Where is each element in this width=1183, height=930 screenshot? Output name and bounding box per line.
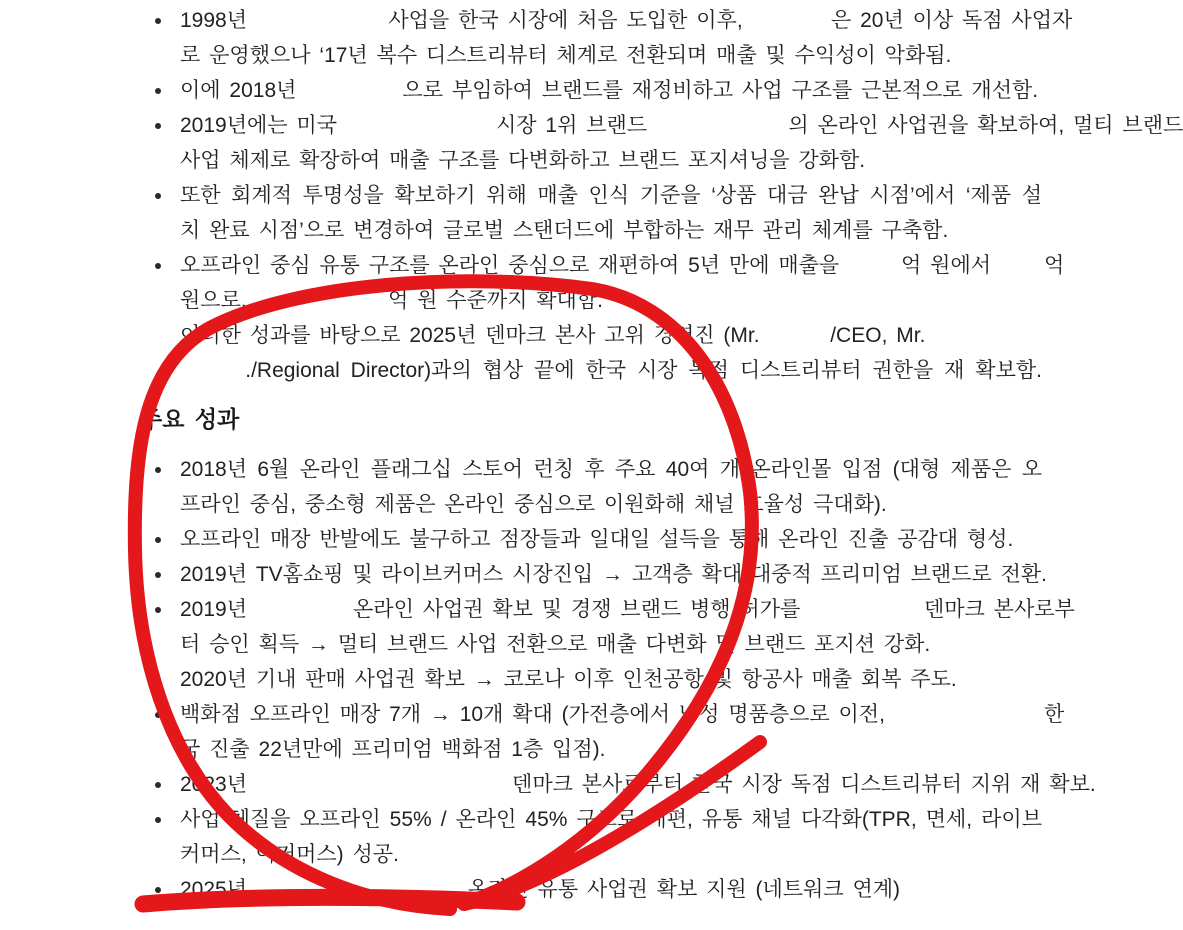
continuation-line: 커머스, 이커머스) 성공. (180, 843, 399, 866)
bullet-line: 2020년 기내 판매 사업권 확보 → 코로나 이후 인천공항 및 항공사 매출 회복 주도. (180, 662, 1042, 697)
continuation-line: 사업 체제로 확장하여 매출 구조를 다변화하고 브랜드 포지셔닝을 강화함. (180, 149, 866, 172)
continuation-line: 터 승인 획득 → 멀티 브랜드 사업 전환으로 매출 다변화 및 브랜드 포지션 강화. (180, 633, 931, 656)
bullet-line: 사업 체질을 오프라인 55% / 온라인 45% 구조로 개편, 유통 채널 다각화(TPR, 면세, 라이브 (180, 802, 1042, 837)
bullet-line: 2023년 덴마크 본사로부터 한국 시장 독점 디스트리뷰터 지위 재 확보. (180, 767, 1042, 802)
continuation-line: 국 진출 22년만에 프리미엄 백화점 1층 입점). (180, 738, 606, 761)
continuation-line: 프라인 중심, 중소형 제품은 온라인 중심으로 이원화해 채널 효율성 극대화). (180, 493, 887, 516)
bullet-line: 오프라인 중심 유통 구조를 온라인 중심으로 재편하여 5년 만에 매출을 억 원에서 억 (180, 248, 1042, 283)
continuation-line: ./Regional Director)과의 협상 끝에 한국 시장 독점 디스트리뷰터 권한을 재 확보함. (180, 359, 1042, 382)
bullet-line: 2019년 온라인 사업권 확보 및 경쟁 브랜드 병행 허가를 덴마크 본사로부 (180, 592, 1042, 627)
bullet-line: 또한 회계적 투명성을 확보하기 위해 매출 인식 기준을 ‘상품 대금 완납 시점’에서 ‘제품 설 (180, 178, 1042, 213)
bullet-line: 백화점 오프라인 매장 7개 → 10개 확대 (가전층에서 남성 명품층으로 이전, 한 (180, 697, 1042, 732)
bullet-line: 이에 2018년 으로 부임하여 브랜드를 재정비하고 사업 구조를 근본적으로 개선함. (180, 73, 1042, 108)
bullet-line: 2019년 TV홈쇼핑 및 라이브커머스 시장진입 → 고객층 확대 대중적 프리미엄 브랜드로 전환. (180, 557, 1042, 592)
achievements-section (180, 452, 1096, 907)
continuation-line: 원으로, 억 원 수준까지 확대함. (180, 289, 603, 312)
bullet-line: 2019년에는 미국 시장 1위 브랜드 의 온라인 사업권을 확보하여, 멀티 브랜드 (180, 108, 1042, 143)
bullet-line: 2025년 온라인 유통 사업권 확보 지원 (네트워크 연계) (180, 872, 1042, 907)
section-heading: 주요 성과 (140, 406, 240, 432)
bullet-line: 2018년 6월 온라인 플래그십 스토어 런칭 후 주요 40여 개 온라인몰 입점 (대형 제품은 오 (180, 452, 1042, 487)
intro-section (180, 3, 1183, 388)
bullet-line: 오프라인 매장 반발에도 불구하고 점장들과 일대일 설득을 통해 온라인 진출 공감대 형성. (180, 522, 1042, 557)
continuation-line: 로 운영했으나 ‘17년 복수 디스트리뷰터 체계로 전환되며 매출 및 수익성이 악화됨. (180, 44, 952, 67)
bullet-line: 1998년 사업을 한국 시장에 처음 도입한 이후, 은 20년 이상 독점 사업자 (180, 3, 1042, 38)
continuation-line: 치 완료 시점’으로 변경하여 글로벌 스탠더드에 부합하는 재무 관리 체계를 구축함. (180, 219, 949, 242)
continuation-line: 이러한 성과를 바탕으로 2025년 덴마크 본사 고위 경영진 (Mr. /CEO, Mr. (180, 324, 979, 347)
